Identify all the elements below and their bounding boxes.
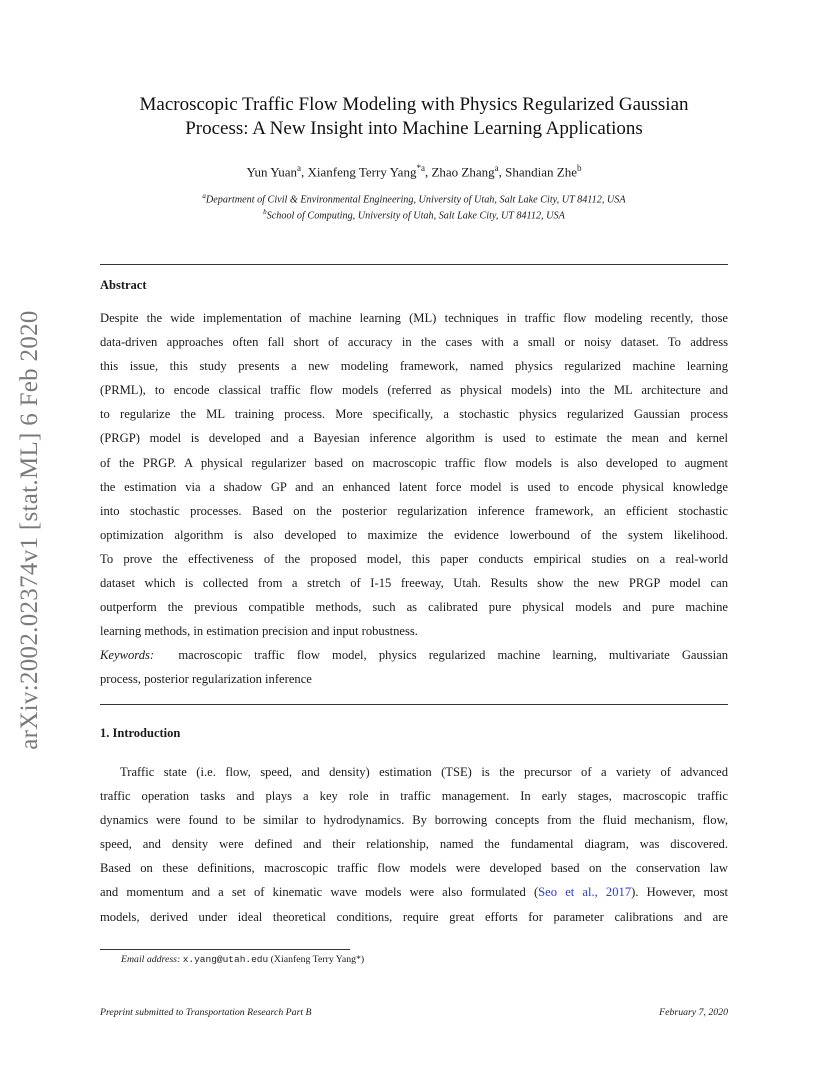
introduction-body <box>100 760 728 929</box>
author-affil-mark: a <box>296 163 301 173</box>
affiliation-line <box>100 190 728 206</box>
author-name: Yun Yuan <box>246 164 297 180</box>
abstract-line: into stochastic processes. Based on the posterior regularization inference framework, an efficient stochastic <box>100 503 728 518</box>
abstract-line: dataset which is collected from a stretch of I-15 freeway, Utah. Results show the new PRGP model can <box>100 576 728 591</box>
intro-line: Based on these definitions, macroscopic traffic flow models were developed based on the conservation law <box>100 861 728 876</box>
abstract-top-rule <box>100 264 728 265</box>
author-affil-mark: a <box>494 163 499 173</box>
abstract-line: optimization algorithm is also developed to maximize the evidence lowerbound of the system likelihood. <box>100 527 728 542</box>
author-name: Xianfeng Terry Yang <box>307 164 417 180</box>
abstract-body <box>100 306 728 692</box>
abstract-line: of the PRGP. A physical regularizer based on macroscopic traffic flow models is also developed to augment <box>100 455 728 470</box>
email-address: x.yang@utah.edu <box>182 954 269 965</box>
keywords-text: macroscopic traffic flow model, physics regularized machine learning, multivariate Gaussian <box>178 648 728 663</box>
title-line-2: Process: A New Insight into Machine Learning Applications <box>185 118 643 139</box>
section-heading-introduction: 1. Introduction <box>100 726 181 740</box>
arxiv-identifier-stamp <box>4 290 56 770</box>
author-affil-mark: *a <box>416 163 425 173</box>
abstract-line: Despite the wide implementation of machine learning (ML) techniques in traffic flow modeling recently, those <box>100 311 728 325</box>
affiliation-mark: b <box>263 208 267 217</box>
author-name: Shandian Zhe <box>505 164 577 180</box>
citation-link[interactable]: Seo et al., 2017 <box>538 885 632 900</box>
footnote <box>121 954 364 965</box>
footnote-label: Email address: <box>121 954 181 965</box>
keywords-label: Keywords: <box>100 648 155 663</box>
author-list: Yun Yuan$^a$, Xianfeng Terry Yang$^{*a}$, Zhao Zhang$^a$, Shandian Zhe$^b$ <box>246 163 582 180</box>
footnote-author: (Xianfeng Terry Yang*) <box>270 954 365 965</box>
keywords-line-2: process, posterior regularization inference <box>100 672 312 687</box>
intro-text: and momentum and a set of kinematic wave models were also formulated ( <box>100 885 539 900</box>
footnote-rule <box>100 949 350 950</box>
abstract-line: this issue, this study presents a new modeling framework, named physics regularized machine learning <box>100 359 728 374</box>
intro-line: models, derived under ideal theoretical conditions, require great efforts for parameter calibrations and are <box>100 909 728 924</box>
title-line-1: Macroscopic Traffic Flow Modeling with Physics Regularized Gaussian <box>139 94 689 115</box>
paper-title <box>100 93 728 141</box>
author-name: Zhao Zhang <box>431 164 495 180</box>
abstract-bottom-rule <box>100 704 728 705</box>
affiliation-text: School of Computing, University of Utah, Salt Lake City, UT 84112, USA <box>266 210 565 222</box>
abstract-line: to regularize the ML training process. More specifically, a stochastic physics regularized Gaussian process <box>100 407 728 422</box>
abstract-line: the estimation via a shadow GP and an enhanced latent force model is used to encode physical knowledge <box>100 479 728 494</box>
author-affil-mark: b <box>576 163 582 173</box>
abstract-heading: Abstract <box>100 278 147 292</box>
abstract-line: To prove the effectiveness of the proposed model, this paper conducts empirical studies on a real-world <box>100 551 728 566</box>
intro-line <box>100 880 728 904</box>
intro-line: traffic operation tasks and plays a key role in traffic management. In early stages, macroscopic traffic <box>100 789 728 804</box>
abstract-line: learning methods, in estimation precision and input robustness. <box>100 624 418 639</box>
intro-line: Traffic state (i.e. flow, speed, and density) estimation (TSE) is the precursor of a variety of advanced <box>120 765 728 779</box>
affiliations <box>100 190 728 223</box>
preprint-note: Preprint submitted to Transportation Research Part B <box>100 1007 312 1018</box>
abstract-line: (PRGP) model is developed and a Bayesian inference algorithm is used to estimate the mean and kernel <box>100 431 728 446</box>
affiliation-text: Department of Civil & Environmental Engineering, University of Utah, Salt Lake City, UT 84112, USA <box>205 194 626 206</box>
abstract-line: (PRML), to encode classical traffic flow models (referred as physical models) into the ML architecture and <box>100 383 728 398</box>
arxiv-identifier-text: arXiv:2002.02374v1 [stat.ML] 6 Feb 2020 <box>16 310 43 750</box>
footer-date: February 7, 2020 <box>659 1007 728 1018</box>
intro-line: dynamics were found to be similar to hydrodynamics. By borrowing concepts from the fluid mechanism, flow, <box>100 813 728 828</box>
keywords-line-1 <box>100 643 728 667</box>
affiliation-line <box>100 206 728 222</box>
intro-line: speed, and density were defined and their relationship, named the fundamental diagram, was discovered. <box>100 837 728 852</box>
abstract-line: data-driven approaches often fall short of accuracy in the cases with a small or noisy dataset. To address <box>100 335 728 350</box>
abstract-line: outperform the previous compatible methods, such as calibrated pure physical models and pure machine <box>100 600 728 615</box>
affiliation-mark: a <box>202 192 206 200</box>
intro-text: ). However, most <box>631 885 728 900</box>
